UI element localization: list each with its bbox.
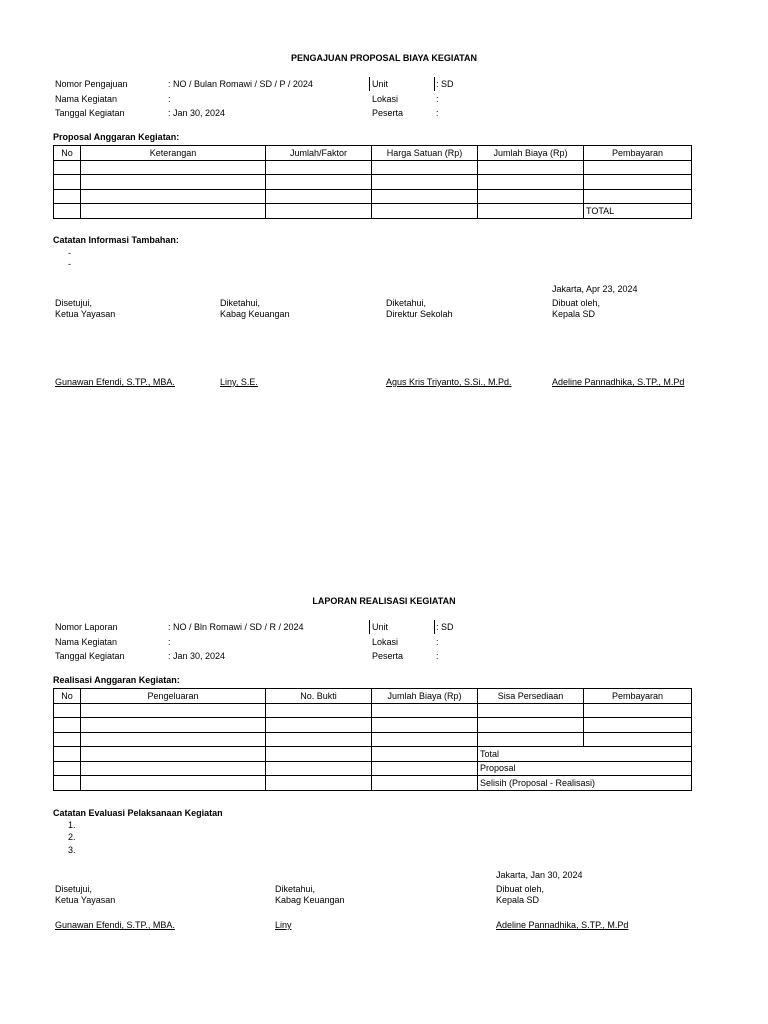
report-peserta-value: :: [436, 651, 439, 661]
column-header-jumlah-biaya: Jumlah Biaya (Rp): [372, 689, 478, 704]
report-note-item: 3.: [68, 845, 76, 855]
proposal-unit-label: Unit: [369, 77, 388, 91]
proposal-title: PENGAJUAN PROPOSAL BIAYA KEGIATAN: [290, 53, 478, 63]
proposal-peserta-value: :: [436, 108, 439, 118]
table-cell[interactable]: [54, 747, 81, 762]
table-cell[interactable]: [266, 747, 372, 762]
proposal-note-item: -: [68, 259, 71, 269]
table-cell[interactable]: [81, 761, 266, 776]
column-header-keterangan: Keterangan: [81, 146, 266, 161]
report-sign-position: Kepala SD: [496, 895, 540, 905]
proposal-lokasi-label: Lokasi: [372, 94, 399, 104]
table-cell[interactable]: [478, 703, 584, 718]
table-cell[interactable]: [478, 204, 584, 219]
report-nama-value: :: [168, 637, 171, 647]
column-header-pembayaran: Pembayaran: [584, 689, 692, 704]
column-header-no: No: [54, 146, 81, 161]
table-cell[interactable]: [372, 718, 478, 733]
table-cell[interactable]: [478, 732, 584, 747]
table-row: [54, 732, 692, 747]
table-row: [54, 703, 692, 718]
report-sign-role: Diketahui,: [275, 884, 316, 894]
proposal-sign-role: Diketahui,: [386, 298, 427, 308]
table-row: [54, 747, 692, 762]
proposal-place-date: Jakarta, Apr 23, 2024: [552, 284, 638, 294]
table-cell[interactable]: [54, 703, 81, 718]
report-notes-title: Catatan Evaluasi Pelaksanaan Kegiatan: [53, 808, 223, 818]
table-cell[interactable]: [584, 175, 692, 190]
table-cell[interactable]: [54, 204, 81, 219]
report-sign-name: Liny: [275, 920, 292, 930]
table-cell[interactable]: [266, 204, 372, 219]
table-cell[interactable]: [54, 189, 81, 204]
report-sign-name: Adeline Pannadhika, S.TP., M.Pd: [496, 920, 629, 930]
table-row: [54, 776, 692, 791]
report-sign-role: Disetujui,: [55, 884, 93, 894]
report-sign-role: Dibuat oleh,: [496, 884, 545, 894]
report-tanggal-label: Tanggal Kegiatan: [55, 651, 125, 661]
column-header-no-bukti: No. Bukti: [266, 689, 372, 704]
proposal-peserta-label: Peserta: [372, 108, 404, 118]
proposal-lokasi-value: :: [436, 94, 439, 104]
report-sign-name: Gunawan Efendi, S.TP., MBA.: [55, 920, 175, 930]
table-cell[interactable]: [584, 718, 692, 733]
proposal-sign-position: Kabag Keuangan: [220, 309, 290, 319]
report-tanggal-value: : Jan 30, 2024: [168, 651, 226, 661]
table-cell[interactable]: [372, 189, 478, 204]
table-cell[interactable]: [81, 703, 266, 718]
table-header-row: [54, 146, 692, 161]
report-sign-position: Kabag Keuangan: [275, 895, 345, 905]
proposal-note-item: -: [68, 248, 71, 258]
proposal-sign-name: Liny, S.E.: [220, 377, 258, 387]
table-cell[interactable]: [478, 189, 584, 204]
report-unit-value: : SD: [436, 622, 454, 632]
proposal-nama-value: :: [168, 94, 171, 104]
column-header-sisa-persediaan: Sisa Persediaan: [478, 689, 584, 704]
table-cell[interactable]: [266, 732, 372, 747]
report-note-item: 2.: [68, 832, 76, 842]
table-row: [54, 175, 692, 190]
table-cell[interactable]: [81, 160, 266, 175]
table-cell[interactable]: [478, 718, 584, 733]
report-nomor-label: Nomor Laporan: [55, 622, 118, 632]
proposal-nama-label: Nama Kegiatan: [55, 94, 118, 104]
table-cell[interactable]: [81, 732, 266, 747]
summary-proposal-label: Proposal: [478, 761, 692, 776]
table-cell[interactable]: [478, 175, 584, 190]
table-row: [54, 204, 692, 219]
summary-total-label: Total: [478, 747, 692, 762]
table-cell[interactable]: [372, 747, 478, 762]
table-row: [54, 189, 692, 204]
column-header-jumlah-biaya: Jumlah Biaya (Rp): [478, 146, 584, 161]
table-cell[interactable]: [54, 718, 81, 733]
table-cell[interactable]: [54, 776, 81, 791]
report-title: LAPORAN REALISASI KEGIATAN: [312, 596, 456, 606]
table-row: [54, 160, 692, 175]
summary-selisih-label: Selisih (Proposal - Realisasi): [478, 776, 692, 791]
report-peserta-label: Peserta: [372, 651, 404, 661]
table-cell[interactable]: [81, 175, 266, 190]
table-cell[interactable]: [372, 175, 478, 190]
table-cell[interactable]: [584, 160, 692, 175]
proposal-sign-role: Disetujui,: [55, 298, 93, 308]
report-note-item: 1.: [68, 820, 76, 830]
proposal-sign-role: Diketahui,: [220, 298, 261, 308]
report-table-title: Realisasi Anggaran Kegiatan:: [53, 675, 180, 685]
proposal-tanggal-label: Tanggal Kegiatan: [55, 108, 125, 118]
table-cell[interactable]: [81, 747, 266, 762]
table-cell[interactable]: [372, 761, 478, 776]
proposal-unit-value: : SD: [436, 79, 454, 89]
table-cell[interactable]: [584, 703, 692, 718]
table-row: [54, 761, 692, 776]
table-cell[interactable]: [372, 732, 478, 747]
table-cell[interactable]: [478, 160, 584, 175]
proposal-tanggal-value: : Jan 30, 2024: [168, 108, 226, 118]
proposal-sign-name: Agus Kris Triyanto, S.Si., M.Pd.: [386, 377, 512, 387]
proposal-nomor-value: : NO / Bulan Romawi / SD / P / 2024: [168, 79, 313, 89]
table-cell[interactable]: [372, 776, 478, 791]
report-nama-label: Nama Kegiatan: [55, 637, 118, 647]
table-cell[interactable]: [266, 761, 372, 776]
report-nomor-value: : NO / Bln Romawi / SD / R / 2024: [168, 622, 304, 632]
table-cell[interactable]: [54, 761, 81, 776]
column-header-jumlah-faktor: Jumlah/Faktor: [266, 146, 372, 161]
proposal-notes-title: Catatan Informasi Tambahan:: [53, 235, 179, 245]
table-cell[interactable]: [81, 189, 266, 204]
proposal-table-title: Proposal Anggaran Kegiatan:: [53, 132, 180, 142]
report-unit-label: Unit: [369, 620, 388, 634]
table-cell[interactable]: [81, 718, 266, 733]
column-header-harga-satuan: Harga Satuan (Rp): [372, 146, 478, 161]
proposal-nomor-label: Nomor Pengajuan: [55, 79, 128, 89]
table-cell[interactable]: [372, 204, 478, 219]
table-cell[interactable]: [81, 776, 266, 791]
table-cell[interactable]: [266, 175, 372, 190]
report-lokasi-label: Lokasi: [372, 637, 399, 647]
table-cell[interactable]: [266, 189, 372, 204]
proposal-budget-table: [53, 145, 692, 219]
table-cell[interactable]: [266, 776, 372, 791]
table-header-row: [54, 689, 692, 704]
report-place-date: Jakarta, Jan 30, 2024: [496, 870, 583, 880]
table-cell[interactable]: [81, 204, 266, 219]
table-cell[interactable]: [584, 189, 692, 204]
table-row: [54, 718, 692, 733]
table-cell[interactable]: [584, 732, 692, 747]
table-cell[interactable]: [372, 703, 478, 718]
column-header-pembayaran: Pembayaran: [584, 146, 692, 161]
proposal-sign-position: Direktur Sekolah: [386, 309, 453, 319]
proposal-sign-position: Kepala SD: [552, 309, 596, 319]
table-cell[interactable]: [54, 160, 81, 175]
report-sign-position: Ketua Yayasan: [55, 895, 116, 905]
report-lokasi-value: :: [436, 637, 439, 647]
proposal-sign-position: Ketua Yayasan: [55, 309, 116, 319]
column-header-pengeluaran: Pengeluaran: [81, 689, 266, 704]
table-cell[interactable]: [54, 175, 81, 190]
proposal-sign-role: Dibuat oleh,: [552, 298, 601, 308]
table-cell[interactable]: [54, 732, 81, 747]
table-cell[interactable]: [372, 160, 478, 175]
column-header-no: No: [54, 689, 81, 704]
table-cell[interactable]: [266, 160, 372, 175]
proposal-sign-name: Gunawan Efendi, S.TP., MBA.: [55, 377, 175, 387]
proposal-sign-name: Adeline Pannadhika, S.TP., M.Pd: [552, 377, 685, 387]
total-label: TOTAL: [584, 204, 692, 219]
table-cell[interactable]: [266, 718, 372, 733]
table-cell[interactable]: [266, 703, 372, 718]
report-budget-table: [53, 688, 692, 791]
